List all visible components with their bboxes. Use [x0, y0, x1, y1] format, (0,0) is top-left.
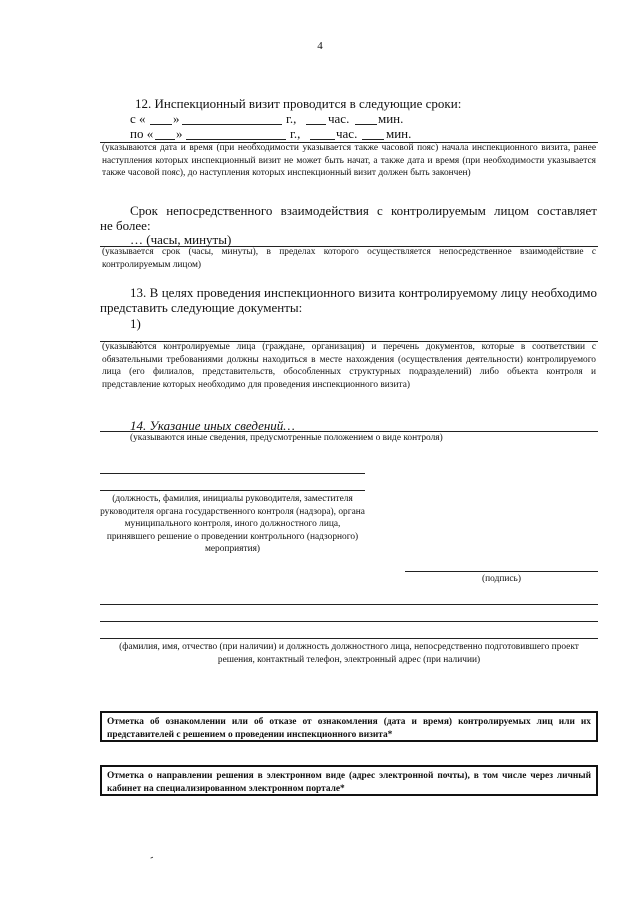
date-to-month-line [186, 139, 286, 140]
signature-line [405, 571, 598, 572]
date-to-hour-line [310, 139, 335, 140]
date-from-year: г., [286, 111, 297, 126]
scan-mark: - [147, 851, 156, 864]
date-from-prefix: с « [130, 111, 146, 126]
date-to-minute-line [362, 139, 384, 140]
signatory-line2 [100, 490, 365, 491]
date-from-month-line [182, 124, 282, 125]
interaction-value: … (часы, минуты) [130, 232, 232, 247]
page-number: 4 [317, 40, 323, 52]
date-to-minute: мин. [386, 126, 412, 141]
acquaintance-mark-text: Отметка об ознакомлении или об отказе от ознакомления (дата и время) контролируемых лиц или их представителей с решением о проведении инспекционного визита* [107, 717, 591, 740]
date-to-prefix: по « [130, 126, 154, 141]
preparer-line1 [100, 604, 598, 605]
interaction-note: (указывается срок (часы, минуты), в пределах которого осуществляется непосредственное взаимодействие с контролируемым лицом) [102, 247, 596, 270]
section13-line2: представить следующие документы: [100, 300, 303, 315]
section13-item1: 1) [130, 316, 141, 331]
date-from-day-line [150, 124, 172, 125]
date-from-hour-line [306, 124, 326, 125]
electronic-sending-mark-box [100, 765, 598, 796]
preparer-line3 [100, 638, 598, 639]
electronic-sending-mark-text: Отметка о направлении решения в электронном виде (адрес электронной почты), в том числе через личный кабинет на специализированном электронном портале* [107, 771, 591, 794]
date-to-year: г., [290, 126, 301, 141]
date-to-hour: час. [336, 126, 358, 141]
section13-note: (указываются контролируемые лица (граждане, организация) и перечень документов, которые в соответствии с обязательными требованиями должны находиться в месте нахождения (осуществления деятельности) контролируемого лица (его филиалов, представительств, обособленных структурных подразделений) либо объекта контроля и представление которых необходимо для проведения инспекционного визита) [102, 342, 596, 390]
date-from-minute: мин. [378, 111, 404, 126]
acquaintance-mark-box [100, 711, 598, 742]
signatory-caption: (должность, фамилия, инициалы руководителя, заместителя руководителя органа государственного контроля (надзора), органа муниципального контроля, иного должностного лица, принявшего решение о проведении контрольного (надзорного) мероприятия) [100, 494, 365, 555]
section14-label: 14. Указание иных сведений… [130, 418, 295, 433]
signature-caption: (подпись) [482, 574, 521, 584]
section14-note: (указываются иные сведения, предусмотренные положением о виде контроля) [130, 433, 443, 443]
preparer-caption: (фамилия, имя, отчество (при наличии) и должность должностного лица, непосредственно подготовившего проект решения, контактный телефон, электронный адрес (при наличии) [119, 642, 579, 665]
section13-item-more: … [130, 331, 143, 346]
signatory-line1 [100, 473, 365, 474]
interaction-text-line2: не более: [100, 218, 151, 233]
date-to-day-line [155, 139, 175, 140]
date-from-hour: час. [328, 111, 350, 126]
date-from-minute-line [355, 124, 377, 125]
section12-note: (указываются дата и время (при необходимости указывается также часовой пояс) начала инспекционного визита, ранее наступления которых инспекционный визит не может быть начат, а также дата и время (при необходимости указывается также часовой пояс), до наступления которых инспекционный визит должен быть закончен) [102, 143, 596, 179]
date-to-quote: » [176, 126, 183, 141]
interaction-text-line1: Срок непосредственного взаимодействия с контролируемым лицом составляет [130, 203, 597, 218]
section13-line1: 13. В целях проведения инспекционного визита контролируемому лицу необходимо [130, 285, 597, 300]
date-from-quote: » [173, 111, 180, 126]
section12-title: 12. Инспекционный визит проводится в следующие сроки: [135, 96, 462, 111]
preparer-line2 [100, 621, 598, 622]
